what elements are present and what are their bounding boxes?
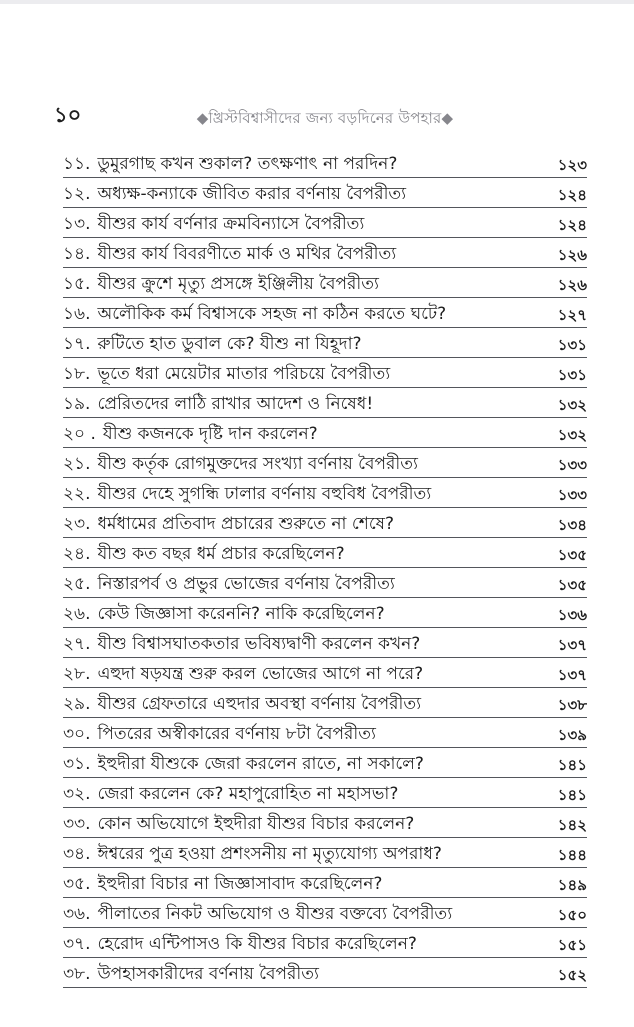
toc-row [63,688,587,718]
toc-entry-number: ১১. [63,154,91,175]
toc-entry-text: কোন অভিযোগে ইহুদীরা যীশুর বিচার করলেন? [97,814,415,835]
toc-entry-page: ১৩৬ [557,605,587,624]
toc-entry-page: ১৩২ [557,395,587,414]
toc-entry-title [63,485,431,507]
toc-entry-title [63,305,446,327]
toc-entry-number: ২৪. [63,544,91,565]
toc-row [63,508,587,538]
toc-entry-text: যীশুর কার্য বিবরণীতে মার্ক ও মথির বৈপরীত্য [97,244,397,265]
toc-entry-text: রুটিতে হাত ডুবাল কে? যীশু না যিহূদা? [97,334,362,355]
toc-row [63,778,587,808]
toc-row [63,568,587,598]
toc-row [63,958,587,988]
toc-row [63,418,587,448]
toc-entry-page: ১২৩ [557,155,587,174]
toc-entry-title [63,695,421,717]
toc-entry-page: ১২৪ [557,185,587,204]
toc-row [63,718,587,748]
toc-row [63,478,587,508]
toc-entry-number: ৩৮. [63,964,91,985]
toc-row [63,838,587,868]
toc-entry-number: ১২. [63,184,91,205]
toc-entry-title [63,335,362,357]
toc-row [63,928,587,958]
toc-entry-page: ১২৬ [557,245,587,264]
toc-row [63,388,587,418]
toc-entry-number: ২৮. [63,664,91,685]
toc-entry-number: ২৩. [63,514,91,535]
toc-entry-text: পিতরের অস্বীকারের বর্ণনায় ৮টা বৈপরীত্য [97,724,376,745]
toc-entry-title [63,275,379,297]
toc-entry-page: ১৪৯ [557,875,587,894]
toc-entry-title [63,935,417,957]
toc-entry-page: ১৫০ [557,905,587,924]
toc-entry-page: ১৪৪ [557,845,587,864]
toc-entry-number: ১৭. [63,334,91,355]
toc-entry-title [63,575,395,597]
toc-entry-title [63,785,398,807]
toc-entry-title [63,845,442,867]
toc-entry-number: ৩৪. [63,844,91,865]
toc-entry-title [63,395,373,417]
toc-entry-title [63,545,345,567]
toc-entry-text: যীশুর ক্রুশে মৃত্যু প্রসঙ্গে ইঞ্জিলীয় বৈপরীত্য [97,274,379,295]
toc-entry-number: ১৩. [63,214,91,235]
toc-entry-text: নিস্তারপর্ব ও প্রভুর ভোজের বর্ণনায় বৈপরীত্য [97,574,395,595]
folio-page-number: ১০ [54,103,82,127]
toc-entry-title [63,455,418,477]
toc-entry-text: ইহুদীরা যীশুকে জেরা করলেন রাতে, না সকালে? [97,754,424,775]
scan-edge-strip [0,0,634,4]
toc-entry-number: ৩৩. [63,814,91,835]
toc-entry-text: হেরোদ এন্টিপাসও কি যীশুর বিচার করেছিলেন? [97,934,417,955]
toc-row [63,598,587,628]
toc-entry-page: ১৪২ [557,815,587,834]
toc-entry-title [63,815,414,837]
toc-entry-number: ১৮. [63,364,91,385]
toc-entry-page: ১৫২ [557,965,587,984]
toc-row [63,628,587,658]
toc-entry-text: ধর্মধামের প্রতিবাদ প্রচারের শুরুতে না শেষে? [97,514,395,535]
toc-entry-title [63,755,424,777]
toc-entry-number: ২১. [63,454,91,475]
toc-entry-text: যীশুর দেহে সুগন্ধি ঢালার বর্ণনায় বহুবিধ বৈপরীত্য [97,484,432,505]
toc-entry-number: ৩২. [63,784,91,805]
toc-row [63,748,587,778]
toc-entry-page: ১৩১ [557,365,587,384]
toc-entry-text: উপহাসকারীদের বর্ণনায় বৈপরীত্য [97,964,319,985]
toc-entry-text: ডুমুরগাছ কখন শুকাল? তৎক্ষণাৎ না পরদিন? [97,154,398,175]
toc-entry-page: ১৩৫ [557,575,587,594]
toc-entry-text: এহুদা ষড়যন্ত্র শুরু করল ভোজের আগে না পরে? [97,664,424,685]
toc-entry-number: ৩০. [63,724,91,745]
toc-entry-text: ভূতে ধরা মেয়েটার মাতার পরিচয়ে বৈপরীত্য [97,364,391,385]
toc-entry-title [63,245,396,267]
toc-row [63,448,587,478]
toc-entry-title [63,185,406,207]
toc-row [63,208,587,238]
toc-entry-number: ২২. [63,484,91,505]
toc-row [63,358,587,388]
toc-entry-page: ১৫১ [557,935,587,954]
toc-entry-number: ২৫. [63,574,91,595]
toc-entry-number: ৩১. [63,754,91,775]
toc-entry-title [63,635,420,657]
toc-entry-title [63,965,319,987]
toc-row [63,898,587,928]
toc-entry-page: ১২৪ [557,215,587,234]
toc-entry-text: অলৌকিক কর্ম বিশ্বাসকে সহজ না কঠিন করতে ঘটে? [97,304,447,325]
toc-entry-text: অধ্যক্ষ-কন্যাকে জীবিত করার বর্ণনায় বৈপরীত্য [97,184,407,205]
toc-row [63,298,587,328]
toc-entry-text: প্রেরিতদের লাঠি রাখার আদেশ ও নিষেধ! [97,394,374,415]
toc-row [63,658,587,688]
toc-entry-page: ১৪১ [557,755,587,774]
toc-entry-text: যীশুর কার্য বর্ণনার ক্রমবিন্যাসে বৈপরীত্য [97,214,365,235]
toc-entry-number: ২৭. [63,634,91,655]
toc-entry-number: ১৫. [63,274,91,295]
toc-entry-title [63,905,452,927]
toc-entry-number: ৩৬. [63,904,91,925]
toc-entry-text: যীশু বিশ্বাসঘাতকতার ভবিষ্যদ্বাণী করলেন কখন? [97,634,421,655]
toc-entry-text: যীশুর গ্রেফতারে এহুদার অবস্থা বর্ণনায় বৈপরীত্য [97,694,422,715]
toc-entry-page: ১৩৩ [557,455,587,474]
toc-entry-page: ১৩৩ [557,485,587,504]
toc-entry-page: ১৩৭ [557,665,587,684]
toc-entry-number: ১৪. [63,244,91,265]
toc-entry-page: ১৩২ [557,425,587,444]
toc-row [63,178,587,208]
toc-entry-title [63,605,385,627]
toc-entry-page: ১৩৮ [557,695,587,714]
toc-entry-number: ২০ . [63,424,96,445]
toc-entry-page: ১৩৫ [557,545,587,564]
toc-entry-page: ১৩৯ [557,725,587,744]
table-of-contents [63,148,587,988]
toc-entry-page: ১২৭ [557,305,587,324]
toc-entry-number: ১৯. [63,394,91,415]
running-header-title: ◆খ্রিস্টবিশ্বাসীদের জন্য বড়দিনের উপহার◆ [196,109,454,127]
toc-entry-text: কেউ জিজ্ঞাসা করেননি? নাকি করেছিলেন? [97,604,385,625]
toc-entry-number: ৩৫. [63,874,91,895]
toc-entry-title [63,215,364,237]
toc-entry-text: ঈশ্বরের পুত্র হওয়া প্রশংসনীয় না মৃত্যুযোগ্য অপরাধ? [97,844,442,865]
toc-row [63,148,587,178]
toc-entry-text: পীলাতের নিকট অভিযোগ ও যীশুর বক্তব্যে বৈপরীত্য [97,904,453,925]
toc-entry-page: ১৩৪ [557,515,587,534]
toc-row [63,538,587,568]
toc-row [63,268,587,298]
toc-entry-title [63,365,390,387]
toc-entry-title [63,515,394,537]
toc-entry-title [63,725,376,747]
toc-entry-title [63,875,382,897]
toc-entry-text: যীশু কত বছর ধর্ম প্রচার করেছিলেন? [97,544,345,565]
toc-entry-text: ইহুদীরা বিচার না জিজ্ঞাসাবাদ করেছিলেন? [97,874,383,895]
toc-entry-page: ১৪১ [557,785,587,804]
toc-entry-text: যীশু কজনকে দৃষ্টি দান করলেন? [102,424,318,445]
toc-entry-title [63,425,318,447]
toc-entry-text: যীশু কর্তৃক রোগমুক্তদের সংখ্যা বর্ণনায় বৈপরীত্য [97,454,418,475]
toc-entry-number: ২৬. [63,604,91,625]
toc-entry-title [63,155,397,177]
toc-entry-page: ১৩৭ [557,635,587,654]
toc-row [63,328,587,358]
toc-entry-number: ৩৭. [63,934,91,955]
toc-row [63,808,587,838]
toc-entry-page: ১৩১ [557,335,587,354]
toc-entry-page: ১২৬ [557,275,587,294]
toc-row [63,868,587,898]
toc-entry-title [63,665,423,687]
toc-entry-number: ২৯. [63,694,91,715]
toc-row [63,238,587,268]
toc-entry-number: ১৬. [63,304,91,325]
toc-entry-text: জেরা করলেন কে? মহাপুরোহিত না মহাসভা? [97,784,399,805]
